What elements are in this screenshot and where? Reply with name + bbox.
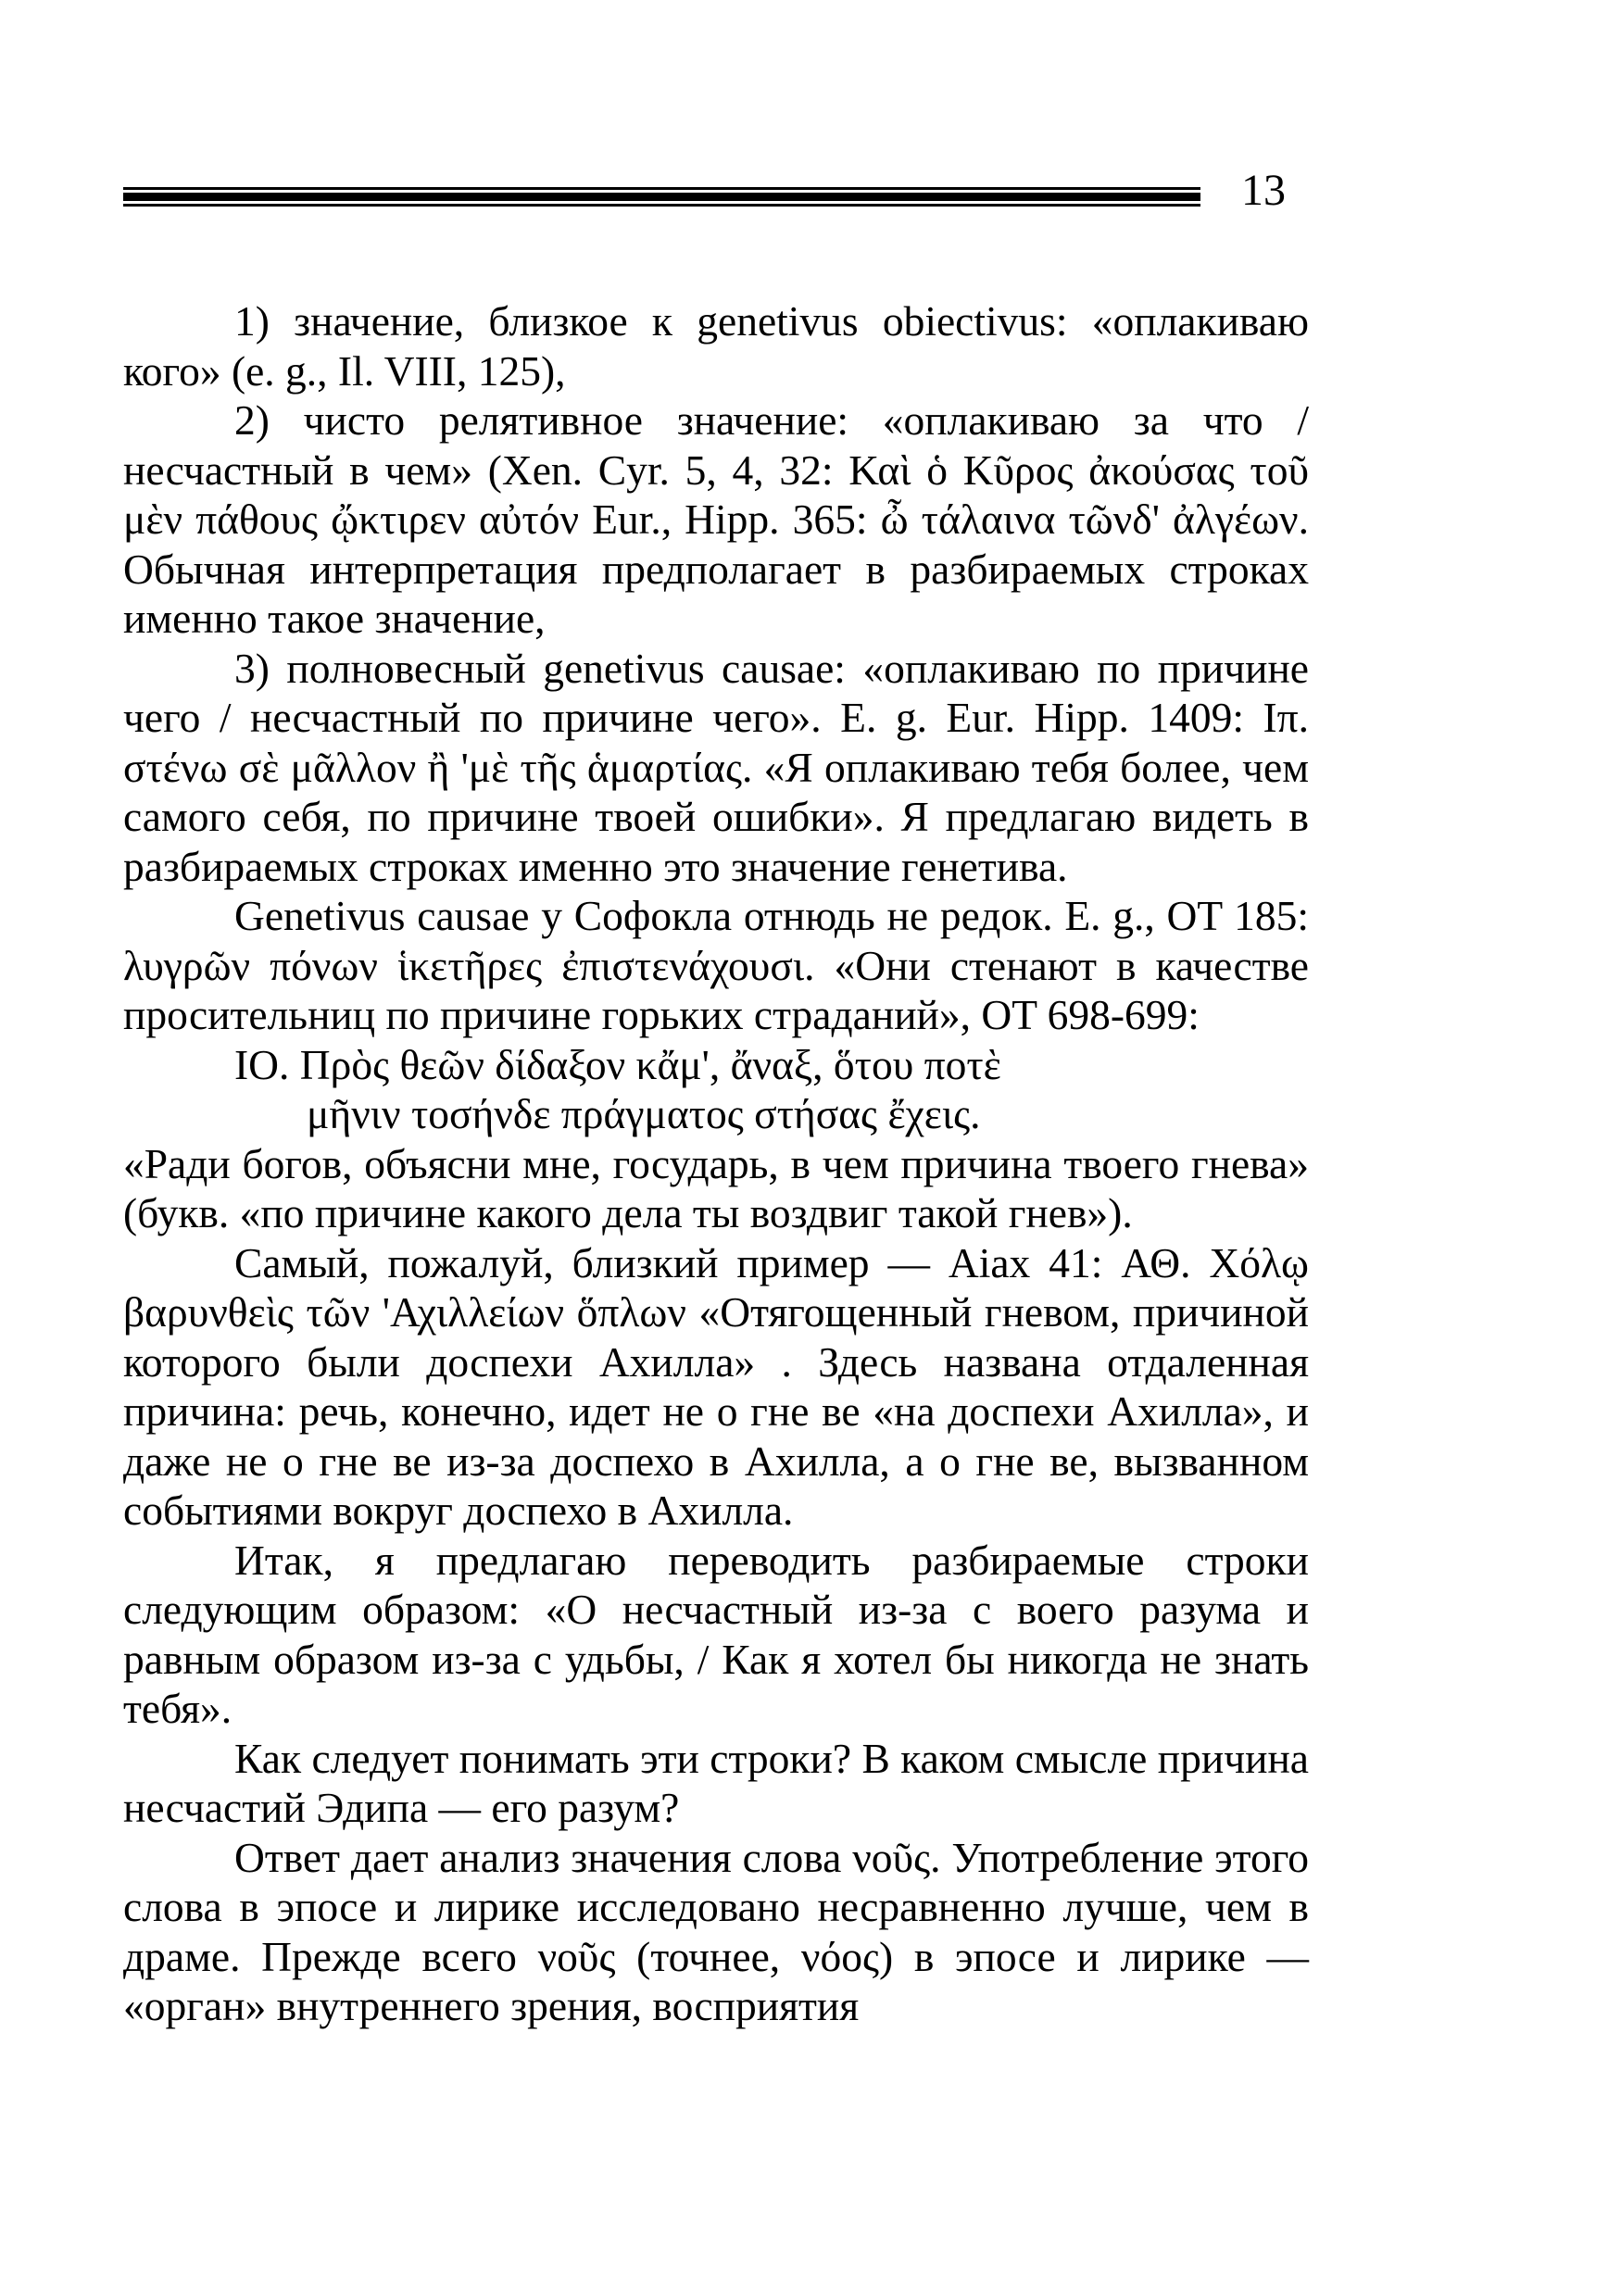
verse-line-1: ΙΟ. Πρὸς θεῶν δίδαξον κἄμ', ἄναξ, ὅτου ποτὲ xyxy=(234,1040,1001,1088)
paragraph-3: 3) полновесный genetivus causae: «оплакиваю по причине чего / несчастный по причине чего». E. g. Eur. Hipp. 1409: Ιπ. στένω σὲ μᾶλλον ἢ 'μὲ τῆς ἁμαρτίας. «Я оплакиваю тебя более, чем самого себя, по причине твоей ошибки». Я предлагаю видеть в разбираемых строках именно это значение генетива. xyxy=(123,644,1309,890)
header-rule xyxy=(123,187,1200,207)
body-text xyxy=(123,296,1309,2031)
page-number: 13 xyxy=(1241,166,1286,215)
paragraph-2: 2) чисто релятивное значение: «оплакиваю за что / несчастный в чем» (Xen. Cyr. 5, 4, 32: Καὶ ὁ Κῦρος ἀκούσας τοῦ μὲν πάθους ᾤκτιρεν αὐτόν Eur., Hipp. 365: ὦ τάλαινα τῶνδ' ἀλγέων. Обычная интерпретация предполагает в разбираемых строках именно такое значение, xyxy=(123,396,1309,642)
header-rule-thick xyxy=(123,193,1200,201)
header-rule-thin-top xyxy=(123,187,1200,190)
verse-line-2: μῆνιν τοσήνδε πράγματος στήσας ἔχεις. xyxy=(307,1090,981,1137)
paragraph-1: 1) значение, близкое к genetivus obiectivus: «оплакиваю кого» (e. g., Il. VIII, 125), xyxy=(123,297,1309,395)
paragraph-4: Genetivus causae у Софокла отнюдь не редок. E. g., OT 185: λυγρῶν πόνων ἱκετῆρες ἐπιστενάχουσι. «Они стенают в качестве просительниц по причине горьких страданий», OT 698-699: xyxy=(123,892,1309,1038)
paragraph-9: Ответ дает анализ значения слова νοῦς. Употребление этого слова в эпосе и лирике исследовано несравненно лучше, чем в драме. Прежде всего νοῦς (точнее, νόος) в эпосе и лирике — «орган» внутреннего зрения, восприятия xyxy=(123,1833,1309,2029)
paragraph-8: Как следует понимать эти строки? В каком смысле причина несчастий Эдипа — его разум? xyxy=(123,1734,1309,1831)
paragraph-5: «Ради богов, объясни мне, государь, в чем причина твоего гнева» (букв. «по причине какого дела ты воздвиг такой гнев»). xyxy=(123,1139,1309,1236)
header-rule-thin-bottom xyxy=(123,204,1200,207)
paragraph-7: Итак, я предлагаю переводить разбираемые строки следующим образом: «О несчастный из-за с воего разума и равным образом из-за с удьбы, / Как я хотел бы никогда не знать тебя». xyxy=(123,1536,1309,1732)
verse-quotation xyxy=(123,1040,1309,1139)
paragraph-6: Самый, пожалуй, близкий пример — Aiax 41: ΑΘ. Χόλῳ βαρυνθεὶς τῶν 'Αχιλλείων ὅπλων «Отягощенный гневом, причиной которого были доспехи Ахилла» . Здесь названа отдаленная причина: речь, конечно, идет не о гне ве «на доспехи Ахилла», и даже не о гне ве из-за доспехо в Ахилла, а о гне ве, вызванном событиями вокруг доспехо в Ахилла. xyxy=(123,1238,1309,1534)
